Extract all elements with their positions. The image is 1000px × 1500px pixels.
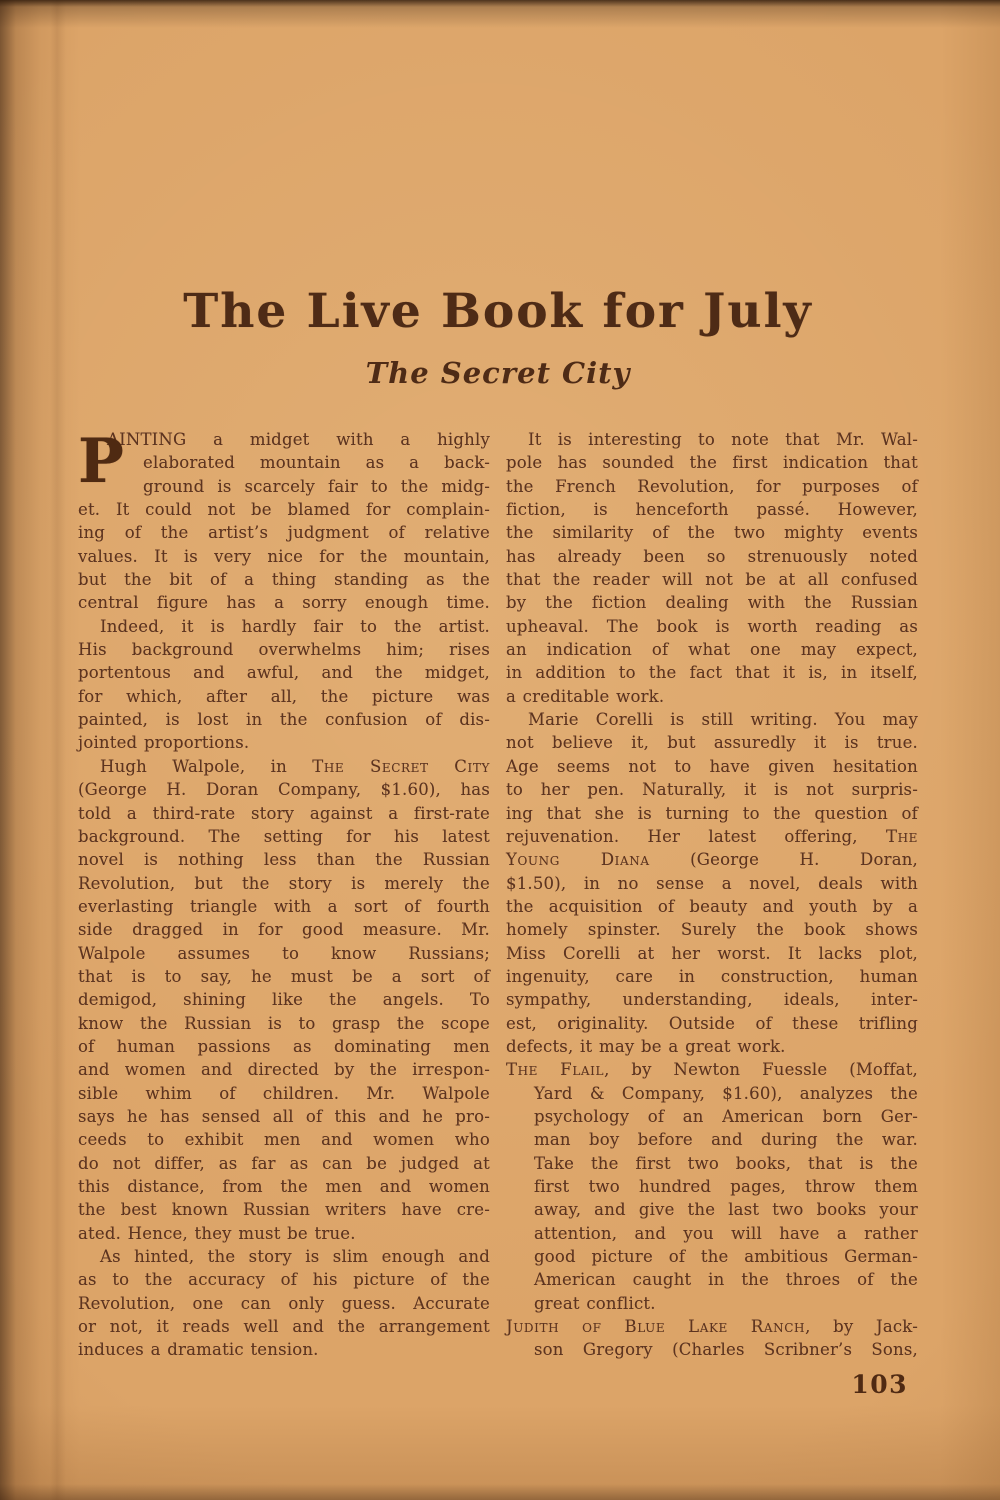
text-segment: demigod, shining like the angels. To xyxy=(78,990,490,1010)
text-segment: of human passions as dominating men xyxy=(78,1036,490,1056)
text-line xyxy=(78,731,490,754)
text-line xyxy=(78,521,490,544)
paragraph xyxy=(506,1058,918,1315)
text-line xyxy=(78,965,490,988)
text-segment: side dragged in for good measure. Mr. xyxy=(78,920,490,940)
paragraph xyxy=(78,1245,490,1362)
book-title-smallcaps: The Flail xyxy=(506,1060,605,1080)
text-line xyxy=(78,1105,490,1128)
text-segment: in addition to the fact that it is, in itself, xyxy=(506,663,918,683)
text-segment: central figure has a sorry enough time. xyxy=(78,593,490,613)
text-segment: elaborated mountain as a back- xyxy=(143,453,490,473)
paragraph xyxy=(506,428,918,708)
text-line xyxy=(78,1128,490,1151)
text-segment: (George H. Doran, xyxy=(649,850,919,870)
text-segment: away, and give the last two books your xyxy=(534,1200,918,1220)
text-segment: ing that she is turning to the question of xyxy=(506,803,918,823)
text-segment: Miss Corelli at her worst. It lacks plot, xyxy=(506,943,918,963)
text-line xyxy=(78,615,490,638)
paragraph xyxy=(78,615,490,755)
paragraph xyxy=(78,755,490,1245)
text-segment: the similarity of the two mighty events xyxy=(506,523,918,543)
text-line xyxy=(506,778,918,801)
text-segment: induces a dramatic tension. xyxy=(78,1340,319,1360)
book-title-smallcaps: Young Diana xyxy=(506,850,650,870)
text-line xyxy=(506,521,918,544)
text-line xyxy=(506,1035,918,1058)
text-line xyxy=(78,778,490,801)
text-line xyxy=(506,918,918,941)
text-segment: His background overwhelms him; rises xyxy=(78,640,490,660)
text-line xyxy=(506,1198,918,1221)
text-line xyxy=(506,755,918,778)
text-segment: the best known Russian writers have cre- xyxy=(78,1200,490,1220)
text-line xyxy=(78,872,490,895)
text-segment: do not differ, as far as can be judged at xyxy=(78,1153,490,1173)
text-line xyxy=(78,1175,490,1198)
text-segment: psychology of an American born Ger- xyxy=(534,1106,918,1126)
text-segment: that is to say, he must be a sort of xyxy=(78,966,490,986)
text-line xyxy=(506,661,918,684)
text-segment: pole has sounded the first indication that xyxy=(506,453,918,473)
text-segment: by the fiction dealing with the Russian xyxy=(506,593,918,613)
left-column xyxy=(78,428,490,1362)
text-columns xyxy=(78,428,918,1362)
text-line xyxy=(78,802,490,825)
page-number: 103 xyxy=(851,1370,908,1399)
text-segment: $1.50), in no sense a novel, deals with xyxy=(506,873,918,893)
text-line xyxy=(506,1292,918,1315)
text-line xyxy=(78,545,490,568)
text-line xyxy=(506,1175,918,1198)
text-segment: an indication of what one may expect, xyxy=(506,640,918,660)
text-segment: painted, is lost in the confusion of dis- xyxy=(78,710,490,730)
text-segment: but the bit of a thing standing as the xyxy=(78,570,490,590)
paragraph xyxy=(78,428,490,615)
text-line xyxy=(78,1198,490,1221)
text-line xyxy=(78,1012,490,1035)
text-segment: ated. Hence, they must be true. xyxy=(78,1223,356,1243)
text-segment: jointed proportions. xyxy=(78,733,250,753)
paragraph xyxy=(506,1315,918,1362)
right-column xyxy=(506,428,918,1362)
text-segment: defects, it may be a great work. xyxy=(506,1036,786,1056)
book-title-smallcaps: The xyxy=(885,826,918,846)
text-segment: sympathy, understanding, ideals, inter- xyxy=(506,990,918,1010)
dropcap-letter: P xyxy=(78,426,124,497)
text-segment: not believe it, but assuredly it is true. xyxy=(506,733,918,753)
text-segment: portentous and awful, and the midget, xyxy=(78,663,490,683)
book-title-smallcaps: The Secret City xyxy=(312,756,490,776)
text-segment: has already been so strenuously noted xyxy=(506,546,918,566)
text-line xyxy=(506,708,918,731)
text-line xyxy=(78,1315,490,1338)
text-line xyxy=(506,1152,918,1175)
text-line xyxy=(506,475,918,498)
text-line xyxy=(506,1338,918,1361)
text-line xyxy=(78,475,490,498)
text-line xyxy=(78,1245,490,1268)
text-segment: , by Jack- xyxy=(805,1317,918,1337)
text-segment: values. It is very nice for the mountain, xyxy=(78,546,490,566)
text-line xyxy=(78,708,490,731)
text-segment: Walpole assumes to know Russians; xyxy=(78,943,490,963)
text-line xyxy=(506,1058,918,1081)
text-line xyxy=(506,615,918,638)
text-segment: sible whim of children. Mr. Walpole xyxy=(78,1083,490,1103)
text-line xyxy=(506,428,918,451)
text-segment: It is interesting to note that Mr. Wal- xyxy=(528,430,918,449)
text-line xyxy=(78,451,490,474)
text-segment: man boy before and during the war. xyxy=(534,1130,918,1150)
text-segment: Revolution, but the story is merely the xyxy=(78,873,490,893)
text-segment: good picture of the ambitious German- xyxy=(534,1247,918,1267)
text-segment: the French Revolution, for purposes of xyxy=(506,476,918,496)
page-title: The Live Book for July xyxy=(183,284,813,339)
text-line xyxy=(506,1105,918,1128)
text-line xyxy=(506,545,918,568)
text-segment: Take the first two books, that is the xyxy=(534,1153,918,1173)
book-title-smallcaps: Judith of Blue Lake Ranch xyxy=(506,1317,806,1337)
paragraph xyxy=(506,708,918,1058)
text-segment: Age seems not to have given hesitation xyxy=(506,756,918,776)
text-segment: to her pen. Naturally, it is not surpris- xyxy=(506,780,918,800)
text-line xyxy=(506,685,918,708)
text-segment: Yard & Company, $1.60), analyzes the xyxy=(534,1083,918,1103)
text-segment: ing of the artist’s judgment of relative xyxy=(78,523,490,543)
text-segment: a creditable work. xyxy=(506,686,665,706)
text-segment: ground is scarcely fair to the midg- xyxy=(143,476,490,496)
text-segment: upheaval. The book is worth reading as xyxy=(506,616,918,636)
text-segment: est, originality. Outside of these trifling xyxy=(506,1013,918,1033)
text-line xyxy=(78,428,490,451)
article-subtitle: The Secret City xyxy=(365,356,631,390)
text-line xyxy=(78,942,490,965)
text-segment: as to the accuracy of his picture of the xyxy=(78,1270,490,1290)
text-segment: that the reader will not be at all confused xyxy=(506,570,918,590)
text-line xyxy=(506,825,918,848)
text-line xyxy=(78,755,490,778)
text-line xyxy=(78,918,490,941)
text-segment: the acquisition of beauty and youth by a xyxy=(506,896,918,916)
text-line xyxy=(506,568,918,591)
text-segment: novel is nothing less than the Russian xyxy=(78,850,490,870)
text-line xyxy=(78,661,490,684)
text-line xyxy=(78,825,490,848)
text-segment: told a third-rate story against a first-rate xyxy=(78,803,490,823)
text-line xyxy=(78,1152,490,1175)
text-segment: great conflict. xyxy=(534,1293,656,1313)
text-segment: for which, after all, the picture was xyxy=(78,686,490,706)
text-segment: American caught in the throes of the xyxy=(534,1270,918,1290)
text-line xyxy=(78,848,490,871)
text-line xyxy=(506,1012,918,1035)
text-segment: first two hundred pages, throw them xyxy=(534,1177,918,1196)
text-line xyxy=(506,988,918,1011)
text-line xyxy=(506,1268,918,1291)
text-segment: ingenuity, care in construction, human xyxy=(506,966,918,986)
text-segment: Indeed, it is hardly fair to the artist. xyxy=(100,616,490,636)
text-line xyxy=(78,591,490,614)
text-segment: or not, it reads well and the arrangement xyxy=(78,1317,490,1337)
text-line xyxy=(506,498,918,521)
text-line xyxy=(506,731,918,754)
text-segment: everlasting triangle with a sort of fourth xyxy=(78,896,490,916)
text-line xyxy=(506,1245,918,1268)
text-line xyxy=(506,1222,918,1245)
text-segment: et. It could not be blamed for complain- xyxy=(78,500,490,520)
text-line xyxy=(78,1338,490,1361)
text-segment: and women and directed by the irrespon- xyxy=(78,1060,490,1080)
text-line xyxy=(506,872,918,895)
text-segment: Revolution, one can only guess. Accurate xyxy=(78,1293,490,1313)
text-line xyxy=(506,451,918,474)
text-segment: fiction, is henceforth passé. However, xyxy=(506,500,918,520)
text-segment: Hugh Walpole, in xyxy=(100,756,313,776)
text-line xyxy=(78,1292,490,1315)
text-segment: know the Russian is to grasp the scope xyxy=(78,1013,490,1033)
text-segment: rejuvenation. Her latest offering, xyxy=(506,826,886,846)
text-segment: (George H. Doran Company, $1.60), has xyxy=(78,780,490,800)
text-line xyxy=(78,1035,490,1058)
text-segment: ceeds to exhibit men and women who xyxy=(78,1130,490,1150)
text-segment: this distance, from the men and women xyxy=(78,1177,490,1196)
text-line xyxy=(78,638,490,661)
text-line xyxy=(78,895,490,918)
text-line xyxy=(506,942,918,965)
text-segment: Marie Corelli is still writing. You may xyxy=(528,710,918,730)
text-line xyxy=(78,1222,490,1245)
text-segment: son Gregory (Charles Scribner’s Sons, xyxy=(534,1340,918,1360)
text-line xyxy=(506,1315,918,1338)
text-segment: attention, and you will have a rather xyxy=(534,1223,918,1243)
text-line xyxy=(506,1128,918,1151)
text-segment: As hinted, the story is slim enough and xyxy=(100,1247,490,1267)
text-line xyxy=(78,1058,490,1081)
text-line xyxy=(506,848,918,871)
text-line xyxy=(506,638,918,661)
text-line xyxy=(78,685,490,708)
text-line xyxy=(506,802,918,825)
text-segment: homely spinster. Surely the book shows xyxy=(506,920,918,940)
text-line xyxy=(78,988,490,1011)
article-header xyxy=(78,284,918,390)
text-line xyxy=(78,1082,490,1105)
text-line xyxy=(506,965,918,988)
text-segment: AINTING a midget with a highly xyxy=(107,430,490,449)
text-segment: says he has sensed all of this and he pro- xyxy=(78,1106,490,1126)
text-segment: , by Newton Fuessle (Moffat, xyxy=(604,1060,918,1080)
text-line xyxy=(506,591,918,614)
text-line xyxy=(78,498,490,521)
text-line xyxy=(506,1082,918,1105)
text-line xyxy=(506,895,918,918)
text-line xyxy=(78,568,490,591)
text-line xyxy=(78,1268,490,1291)
text-segment: background. The setting for his latest xyxy=(78,826,490,846)
